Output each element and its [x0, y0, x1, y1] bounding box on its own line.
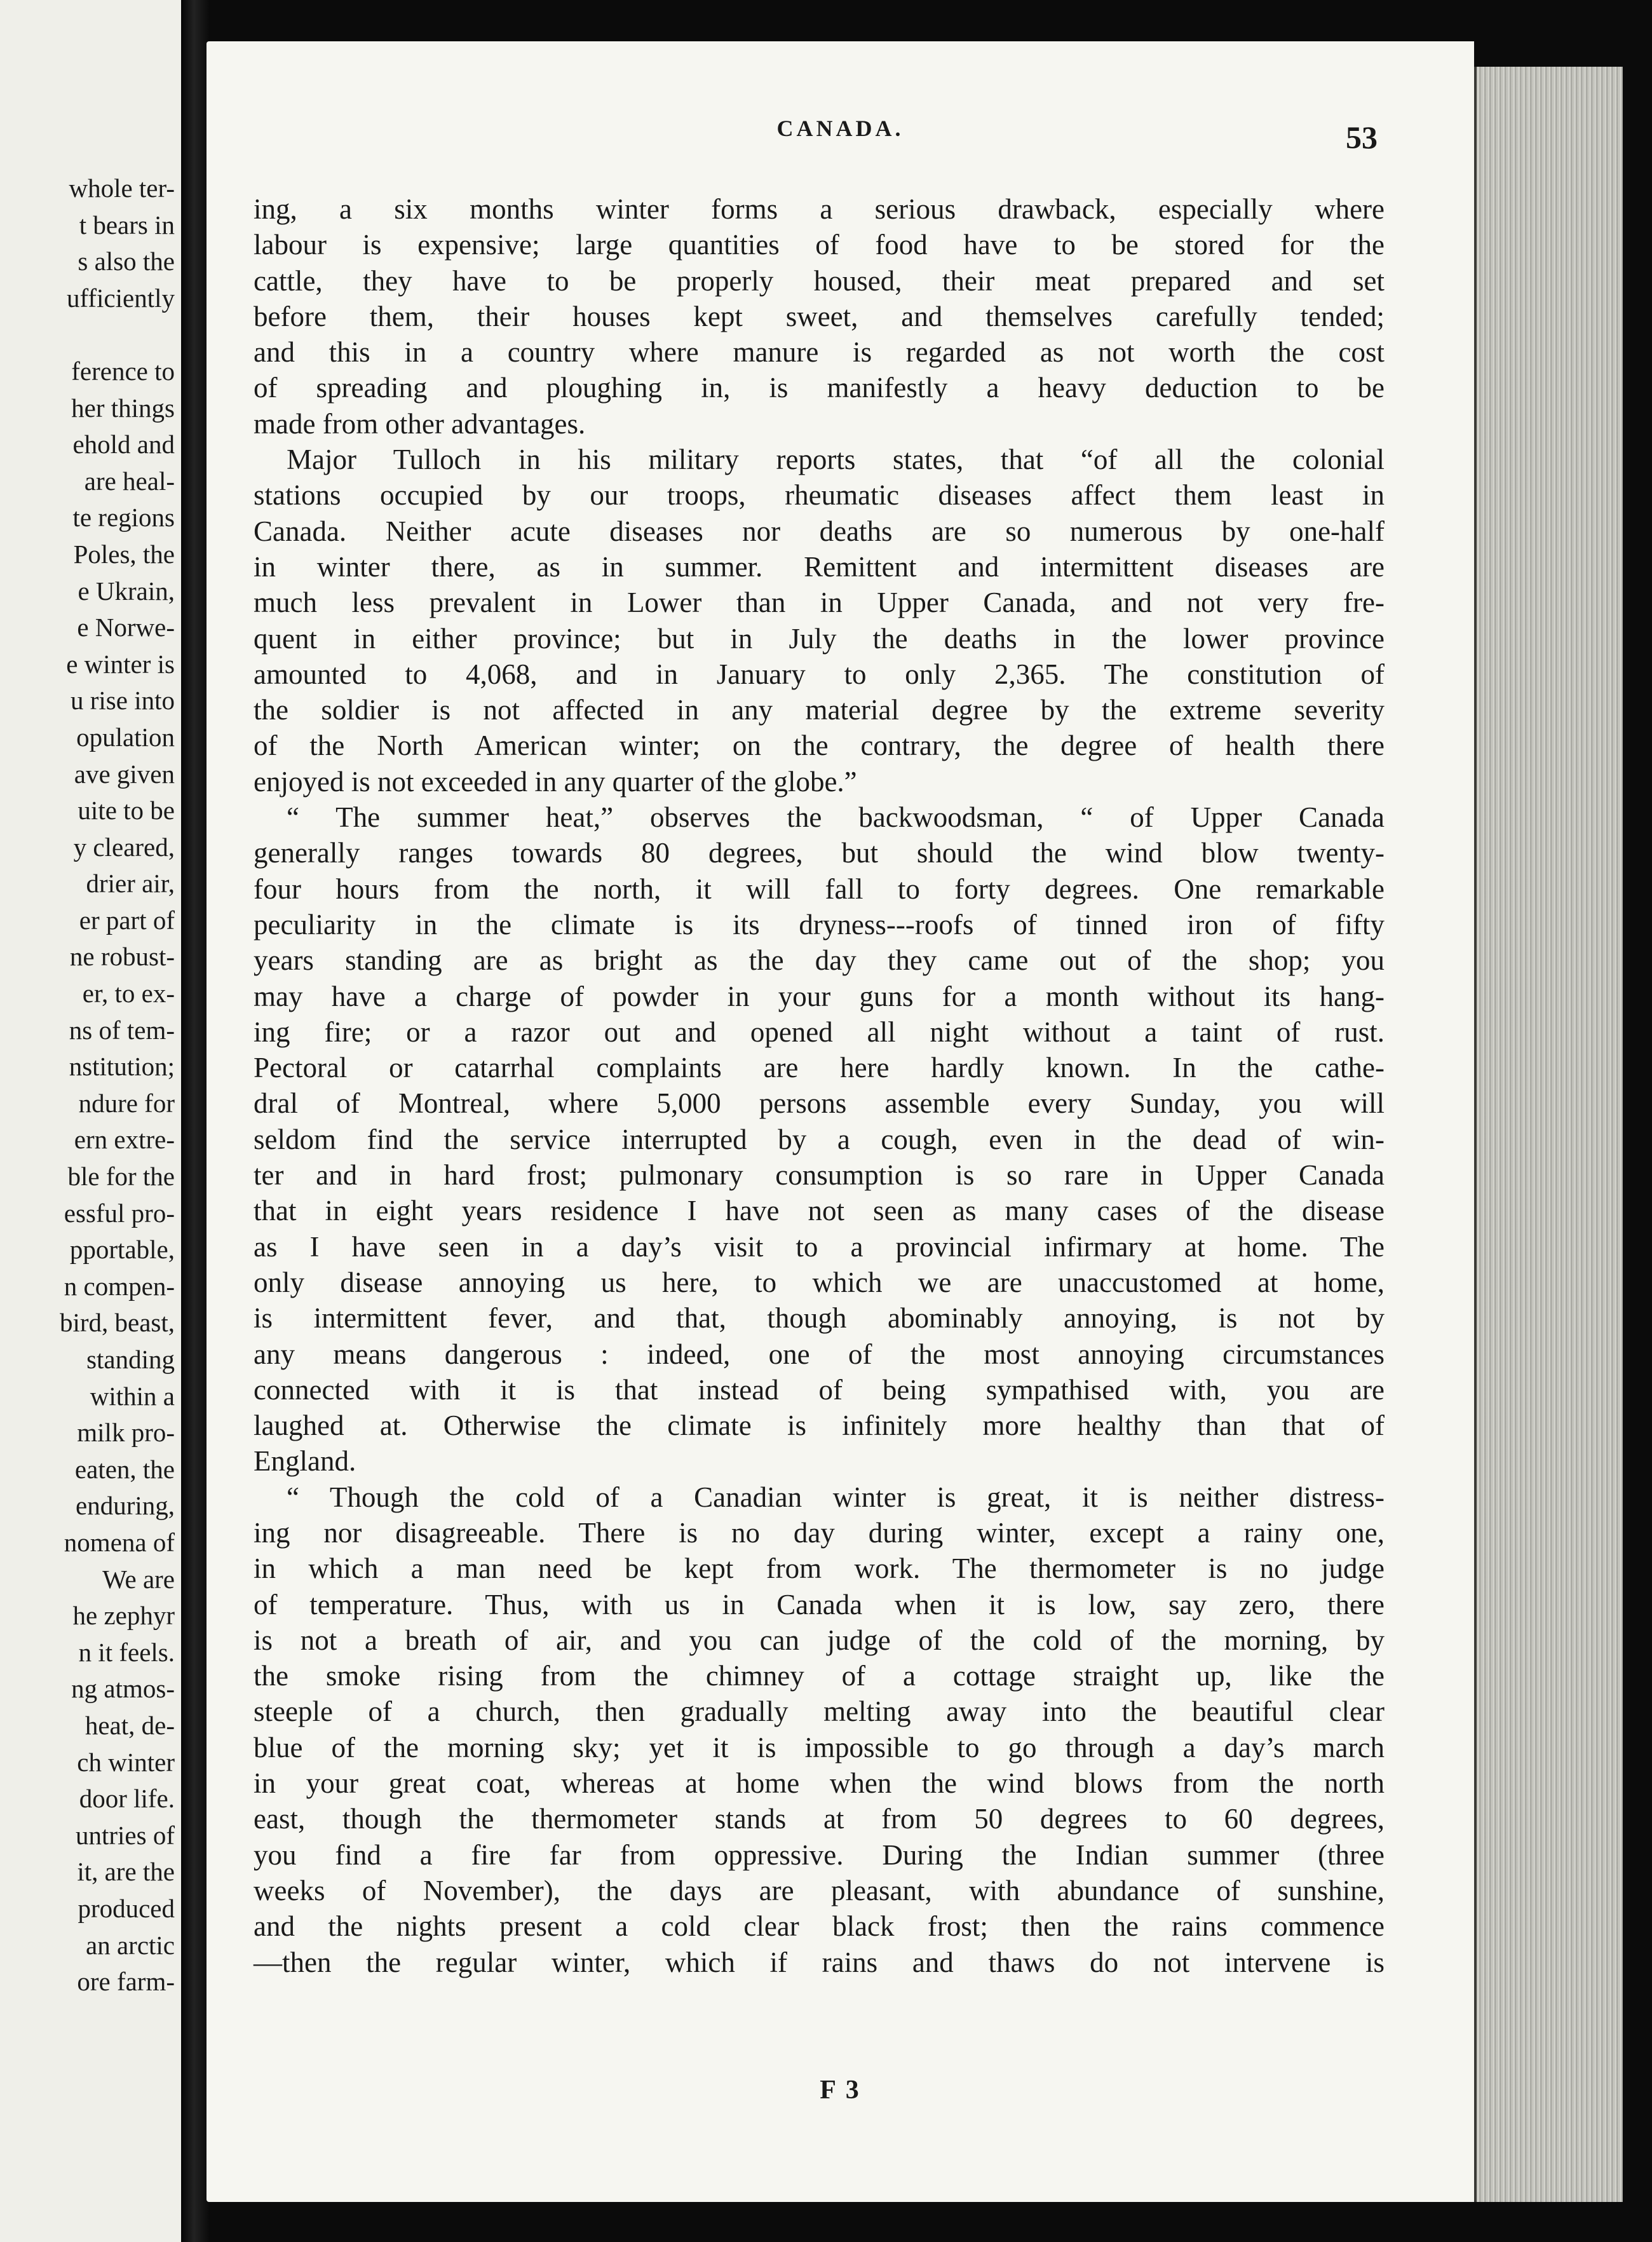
text-line: —then the regular winter, which if rains and thaws do not intervene is [254, 1946, 1385, 1978]
previous-page-line: ave given [74, 759, 175, 789]
text-line: Canada. Neither acute diseases nor deaths are so numerous by one-half [254, 515, 1385, 547]
text-line: ing, a six months winter forms a serious drawback, especially where [254, 193, 1385, 225]
previous-page-line: ern extre- [74, 1125, 175, 1155]
text-line: of the North American winter; on the contrary, the degree of health there [254, 730, 1385, 762]
text-line: in your great coat, whereas at home when the wind blows from the north [254, 1767, 1385, 1800]
previous-page-line: ch winter [77, 1747, 175, 1777]
text-line: dral of Montreal, where 5,000 persons assemble every Sunday, you will [254, 1087, 1385, 1120]
previous-page-line: n compen- [64, 1271, 175, 1301]
previous-page-line: essful pro- [64, 1198, 175, 1228]
previous-page-line: te regions [72, 503, 175, 533]
previous-page-line: it, are the [77, 1857, 175, 1887]
text-line: you find a fire far from oppressive. During the Indian summer (three [254, 1838, 1385, 1871]
book-gutter [181, 0, 210, 2242]
text-line: steeple of a church, then gradually melting away into the beautiful clear [254, 1695, 1385, 1728]
previous-page-line: enduring, [76, 1491, 175, 1521]
text-line: “ Though the cold of a Canadian winter is great, it is neither distress- [287, 1481, 1385, 1513]
previous-page-line: e Norwe- [77, 613, 175, 642]
running-head: CANADA. [776, 116, 904, 141]
text-line: connected with it is that instead of being sympathised with, you are [254, 1373, 1385, 1406]
text-line: and this in a country where manure is regarded as not worth the cost [254, 336, 1385, 369]
text-line: ing fire; or a razor out and opened all night without a taint of rust. [254, 1016, 1385, 1048]
previous-page-line: within a [90, 1381, 175, 1411]
previous-page-line: t bears in [79, 210, 175, 240]
text-line: peculiarity in the climate is its dryness---roofs of tinned iron of fifty [254, 908, 1385, 941]
previous-page-line: e winter is [66, 649, 175, 679]
text-line: ing nor disagreeable. There is no day during winter, except a rainy one, [254, 1516, 1385, 1549]
text-line: that in eight years residence I have not seen as many cases of the disease [254, 1195, 1385, 1227]
previous-page-line: her things [71, 393, 175, 423]
text-line: only disease annoying us here, to which we are unaccustomed at home, [254, 1266, 1385, 1298]
text-line: any means dangerous : indeed, one of the most annoying circumstances [254, 1338, 1385, 1370]
previous-page-line: ne robust- [69, 942, 175, 972]
text-line: east, though the thermometer stands at from 50 degrees to 60 degrees, [254, 1803, 1385, 1835]
previous-page-line: We are [102, 1564, 175, 1594]
text-line: stations occupied by our troops, rheumatic diseases affect them least in [254, 479, 1385, 512]
previous-page-line: produced [78, 1893, 175, 1923]
previous-page-line: untries of [76, 1820, 175, 1850]
text-line: made from other advantages. [254, 407, 586, 440]
previous-page-line: e Ukrain, [78, 576, 175, 606]
text-line: as I have seen in a day’s visit to a provincial infirmary at home. The [254, 1230, 1385, 1263]
previous-page-fragment [0, 0, 181, 2242]
previous-page-text [3, 170, 175, 2001]
text-line: of temperature. Thus, with us in Canada when it is low, say zero, there [254, 1588, 1385, 1620]
previous-page-line: drier air, [86, 869, 175, 899]
previous-page-line: nstitution; [69, 1052, 175, 1082]
text-line: in winter there, as in summer. Remittent and intermittent diseases are [254, 550, 1385, 583]
previous-page-line: door life. [79, 1784, 175, 1814]
text-line: in which a man need be kept from work. The thermometer is no judge [254, 1552, 1385, 1585]
text-line: ter and in hard frost; pulmonary consumption is so rare in Upper Canada [254, 1159, 1385, 1192]
previous-page-line: standing [86, 1345, 175, 1374]
previous-page-line: u rise into [71, 686, 175, 716]
previous-page-line: eaten, the [74, 1454, 175, 1484]
previous-page-line: whole ter- [69, 173, 175, 203]
text-line: weeks of November), the days are pleasant, with abundance of sunshine, [254, 1874, 1385, 1906]
text-line: may have a charge of powder in your guns for a month without its hang- [254, 980, 1385, 1012]
body-text [254, 191, 1385, 1980]
text-line: blue of the morning sky; yet it is impossible to go through a day’s march [254, 1731, 1385, 1763]
text-line: is intermittent fever, and that, though abominably annoying, is not by [254, 1302, 1385, 1335]
text-line: generally ranges towards 80 degrees, but should the wind blow twenty- [254, 837, 1385, 869]
text-line: the smoke rising from the chimney of a cottage straight up, like the [254, 1660, 1385, 1692]
text-line: seldom find the service interrupted by a cough, even in the dead of win- [254, 1123, 1385, 1155]
text-line: the soldier is not affected in any material degree by the extreme severity [254, 694, 1385, 726]
text-line: England. [254, 1445, 356, 1478]
page-block-edge [1474, 67, 1623, 2202]
previous-page-line: s also the [78, 247, 175, 276]
previous-page-line: ng atmos- [71, 1674, 175, 1704]
previous-page-line: are heal- [84, 466, 175, 496]
text-line: four hours from the north, it will fall to forty degrees. One remarkable [254, 873, 1385, 905]
previous-page-line: milk pro- [77, 1418, 175, 1448]
previous-page-line: opulation [76, 722, 175, 752]
previous-page-line: ufficiently [66, 283, 175, 313]
previous-page-line: an arctic [86, 1930, 175, 1960]
text-line: much less prevalent in Lower than in Upper Canada, and not very fre- [254, 587, 1385, 619]
text-line: laughed at. Otherwise the climate is infinitely more healthy than that of [254, 1410, 1385, 1442]
text-line: Pectoral or catarrhal complaints are here hardly known. In the cathe- [254, 1052, 1385, 1084]
text-line: years standing are as bright as the day they came out of the shop; you [254, 944, 1385, 977]
text-line: is not a breath of air, and you can judge of the cold of the morning, by [254, 1624, 1385, 1656]
text-line: cattle, they have to be properly housed, their meat prepared and set [254, 264, 1385, 297]
previous-page-line: Poles, the [73, 539, 175, 569]
previous-page-line [3, 316, 175, 353]
text-line: amounted to 4,068, and in January to only 2,365. The constitution of [254, 658, 1385, 690]
previous-page-line: he zephyr [72, 1601, 175, 1631]
previous-page-line: ble for the [67, 1162, 175, 1192]
previous-page-line: ference to [71, 356, 175, 386]
previous-page-line: n it feels. [78, 1637, 175, 1667]
text-line: before them, their houses kept sweet, and themselves carefully tended; [254, 300, 1385, 332]
previous-page-line: ore farm- [77, 1967, 175, 1997]
previous-page-line: ndure for [78, 1088, 175, 1118]
previous-page-line: y cleared, [73, 832, 175, 862]
text-line: “ The summer heat,” observes the backwoodsman, “ of Upper Canada [287, 801, 1385, 834]
previous-page-line: ehold and [72, 430, 175, 459]
text-line: and the nights present a cold clear black frost; then the rains commence [254, 1910, 1385, 1943]
previous-page-line: bird, beast, [59, 1308, 175, 1338]
previous-page-line: nomena of [64, 1527, 175, 1557]
previous-page-line: heat, de- [85, 1710, 175, 1740]
text-line: of spreading and ploughing in, is manifestly a heavy deduction to be [254, 372, 1385, 404]
text-line: Major Tulloch in his military reports states, that “of all the colonial [287, 444, 1385, 476]
previous-page-line: ns of tem- [69, 1015, 175, 1045]
text-line: enjoyed is not exceeded in any quarter of the globe.” [254, 765, 857, 798]
previous-page-line: er part of [79, 905, 175, 935]
page [207, 41, 1474, 2202]
signature-mark: F 3 [820, 2076, 861, 2105]
previous-page-line: er, to ex- [82, 979, 175, 1009]
text-line: quent in either province; but in July the deaths in the lower province [254, 622, 1385, 655]
text-line: labour is expensive; large quantities of food have to be stored for the [254, 229, 1385, 261]
page-number: 53 [1346, 119, 1378, 155]
previous-page-line: pportable, [69, 1235, 175, 1265]
previous-page-line: uite to be [78, 796, 175, 825]
